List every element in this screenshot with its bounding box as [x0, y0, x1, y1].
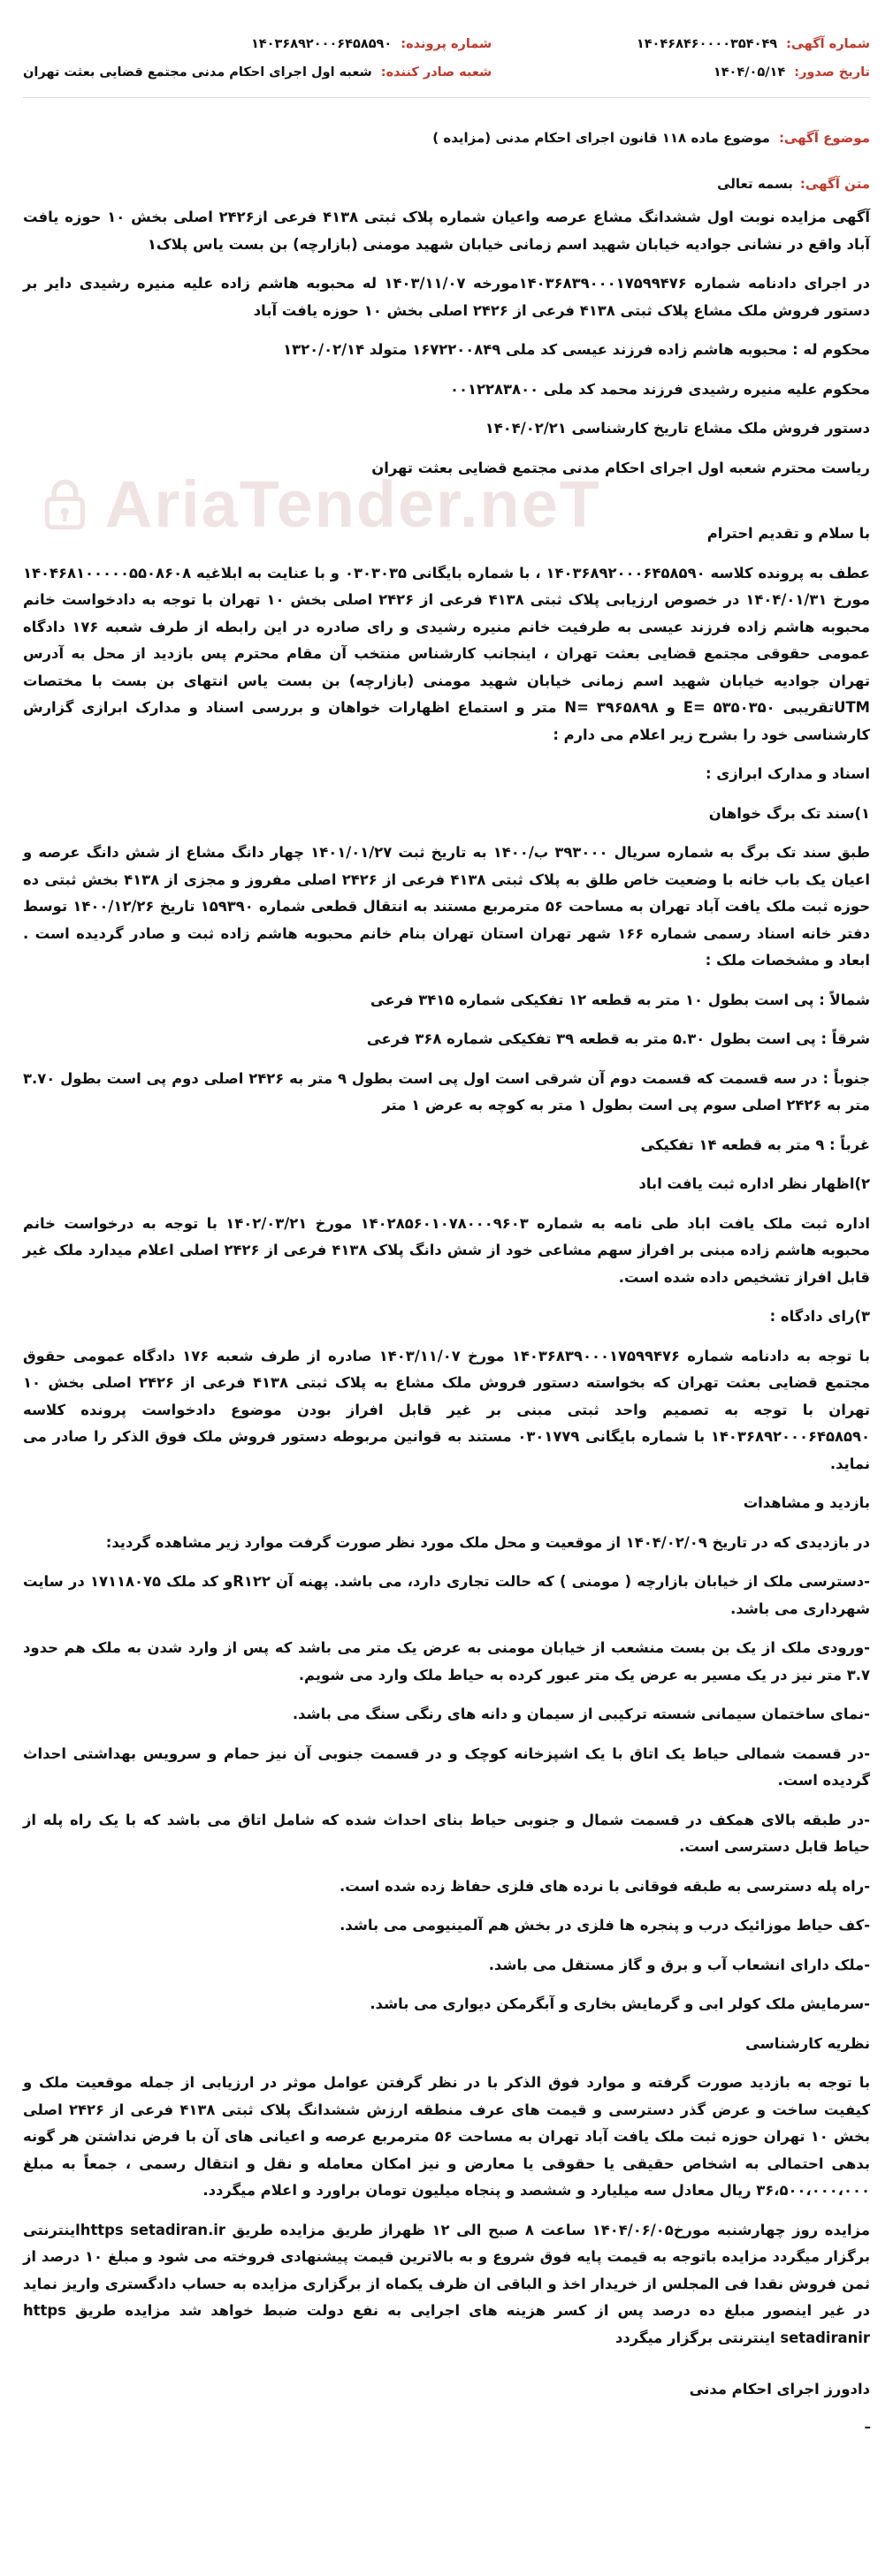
section-heading: ۱)سند تک برگ خواهان — [708, 804, 870, 822]
end-mark: ـ — [865, 2414, 870, 2432]
paragraph: ریاست محترم شعبه اول اجرای احکام مدنی مجتمع قضایی بعثت تهران — [371, 459, 870, 476]
paragraph: با توجه به دادنامه شماره ۱۴۰۳۶۸۳۹۰۰۰۱۷۵۹۹۴۷۶ مورخ ۱۴۰۳/۱۱/۰۷ صادره از طرف شعبه ۱۷۶ دادگاه عمومی حقوق مجتمع قضایی بعثت تهران که بخواسته دستور فروش ملک مشاع به پلاک ثبتی ۴۱۳۸ فرعی از ۲۴۲۶ اصلی بخش ۱۰ تهران با توجه به تصمیم واحد ثبتی مبنی بر غیر قابل افراز بودن موضوع دادخواست پرونده کلاسه ۱۴۰۳۶۸۹۲۰۰۰۶۴۵۸۵۹۰ با شماره بایگانی ۰۳۰۱۷۷۹ مستند به قوانین مربوطه دستور فروش ملک فوق الذکر را صادر می نماید. — [23, 1347, 870, 1472]
paragraph: با توجه به بازدید صورت گرفته و موارد فوق الذکر با در نظر گرفتن عوامل موثر در ارزیابی از جمله موقعیت ملک و کیفیت ساخت و عرض گذر دسترسی و قیمت های عرف منطقه ارزش ششدانگ پلاک ثبتی ۴۱۳۸ فرعی از ۲۴۲۶ اصلی بخش ۱۰ تهران حوزه ثبت ملک یافت آباد تهران به مساحت ۵۶ مترمربع عرصه و اعیانی های آن با فرض نداشتن هر گونه بدهی احتمالی به اشخاص حقیقی یا حقوقی یا معارض و نیز امکان معامله و نقل و انتقال رسمی ، جمعاً به مبلغ ۳۶،۵۰۰،۰۰۰،۰۰۰ ریال معادل سه میلیارد و ششصد و پنجاه میلیون تومان براورد و اعلام میگردد. — [23, 2074, 870, 2199]
boundary-east: شرقاً : پی است بطول ۵.۳۰ متر به قطعه ۳۹ تفکیکی شماره ۳۶۸ فرعی — [366, 1030, 870, 1047]
observation-item: -در قسمت شمالی حیاط یک اتاق با یک اشپزخانه کوچک و در قسمت جنوبی آن نیز حمام و سرویس بهداشتی احداث گردیده است. — [23, 1744, 870, 1789]
paragraph: آگهی مزایده نوبت اول ششدانگ مشاع عرصه واعیان شماره پلاک ثبتی ۴۱۳۸ فرعی از۲۴۲۶ اصلی بخش ۱۰ حوزه یافت آباد واقع در نشانی جوادیه خیابان شهید اسم زمانی خیابان شهید مومنی (بازارچه) بن بست یاس پلاک۱ — [23, 209, 870, 253]
paragraph: در بازدیدی که در تاریخ ۱۴۰۴/۰۲/۰۹ از موقعیت و محل ملک مورد نظر صورت گرفت موارد زیر مشاهده گردید: — [105, 1533, 870, 1551]
case-number-field — [23, 37, 492, 51]
watermark-text: AriaTender.neT — [104, 467, 601, 541]
paragraph: مزایده روز چهارشنبه مورخ۱۴۰۴/۰۶/۰۵ ساعت ۸ صبح الی ۱۲ ظهراز طریق مزایده طریق https setadiran.irاینترنتی برگزار میگردد مزایده باتوجه به قیمت پایه فوق شروع و به بالاترین قیمت پیشنهادی فروخته می شود و مبلغ ۱۰ درصد از ثمن فروش نقدا فی المجلس از خریدار اخذ و الباقی ان ظرف یکماه از برگزاری مزایده به حساب دادگستری واریز نماید در غیر اینصور مبلغ ده درصد پس از کسر هزینه های اجرایی به نفع دولت ضبط خواهد شد مزایده طریق https setadiranir اینترنتی برگزار میگردد — [23, 2221, 870, 2346]
observation-item: -ملک دارای انشعاب آب و برق و گاز مستقل می باشد. — [488, 1956, 870, 1973]
paragraph: در اجرای دادنامه شماره ۱۴۰۳۶۸۳۹۰۰۰۱۷۵۹۹۴۷۶مورخه ۱۴۰۳/۱۱/۰۷ له محبوبه هاشم زاده علیه منیره رشیدی دایر بر دستور فروش ملک مشاع پلاک ثبتی ۴۱۳۸ فرعی از ۲۴۲۶ اصلی بخش ۱۰ حوزه یافت آباد — [23, 275, 870, 319]
ad-number-value: ۱۴۰۴۶۸۴۶۰۰۰۰۳۵۴۰۴۹ — [636, 37, 778, 51]
section-heading: بازدید و مشاهدات — [743, 1494, 870, 1511]
issue-date-value: ۱۴۰۴/۰۵/۱۴ — [713, 65, 786, 80]
section-heading: اسناد و مدارک ابرازی : — [705, 765, 870, 782]
case-number-label: شماره پرونده: — [401, 37, 492, 51]
paragraph: محکوم علیه منیره رشیدی فرزند محمد کد ملی ۰۰۱۲۲۸۳۸۰۰ — [450, 380, 870, 398]
observation-item: -راه پله دسترسی به طبقه فوقانی با نرده های فلزی حفاظ زده شده است. — [339, 1877, 870, 1895]
notice-header — [23, 37, 870, 80]
observation-item: -نمای ساختمان سیمانی شسته ترکیبی از سیمان و دانه های رنگی سنگ می باشد. — [292, 1706, 870, 1722]
signature-line: دادورز اجرای احکام مدنی — [689, 2381, 870, 2397]
boundary-south: جنوباً : در سه قسمت که قسمت دوم آن شرقی است اول پی است بطول ۹ متر به ۲۴۲۶ اصلی دوم پی است بطول ۳.۷۰ متر به ۲۴۲۶ اصلی سوم پی است بطول ۱ متر به کوچه به عرض ۱ متر — [23, 1069, 871, 1113]
notice-text-label: متن آگهی: — [799, 176, 870, 192]
subject-value: موضوع ماده ۱۱۸ قانون اجرای احکام مدنی (مزایده ) — [432, 130, 770, 146]
subject-label: موضوع آگهی: — [778, 130, 870, 146]
ad-number-label: شماره آگهی: — [786, 37, 870, 51]
notice-body — [23, 204, 870, 2437]
paragraph: طبق سند تک برگ به شماره سریال ۳۹۳۰۰۰ ب/۱۴۰۰ به تاریخ ثبت ۱۴۰۱/۰۱/۲۷ چهار دانگ مشاع از شش دانگ عرصه و اعیان یک باب خانه با وضعیت خاص طلق به پلاک ثبتی ۴۱۳۸ فرعی از ۲۴۲۶ اصلی مفروز و مجزی از ۴۱۳۸ بخش ثبتی ده حوزه ثبت ملک یافت آباد تهران به مساحت ۵۶ مترمربع مستند به انتقال قطعی شماره ۱۵۹۳۹۰ تاریخ ۱۴۰۰/۱۲/۲۶ توسط دفتر خانه اسناد رسمی شماره ۱۶۶ شهر تهران استان تهران بنام خانم محبوبه هاشم زاده ثبت و صادر گردیده است . ابعاد و مشخصات ملک : — [23, 844, 871, 969]
paragraph: محکوم له : محبوبه هاشم زاده فرزند عیسی کد ملی ۱۶۷۲۲۰۰۸۴۹ متولد ۱۳۲۰/۰۲/۱۴ — [283, 341, 870, 358]
ad-number-field — [518, 37, 870, 51]
issuer-value: شعبه اول اجرای احکام مدنی مجتمع قضایی بعثت تهران — [23, 65, 372, 80]
section-heading: ۳)رای دادگاه : — [769, 1308, 870, 1325]
section-heading: ۲)اظهار نظر اداره ثبت یافت اباد — [638, 1175, 870, 1192]
header-divider — [23, 97, 870, 98]
observation-item: -سرمایش ملک کولر ابی و گرمایش بخاری و آبگرمکن دیواری می باشد. — [370, 1995, 870, 2012]
paragraph: دستور فروش ملک مشاع تاریخ کارشناسی ۱۴۰۴/۰۲/۲۱ — [485, 420, 870, 437]
observation-item: -ورودی ملک از یک بن بست منشعب از خیابان مومنی به عرض یک متر می باشد که پس از وارد شدن به ملک هم حدود ۳.۷ متر نیز در یک مسیر به عرض یک متر عبور کرده به حیاط ملک وارد می شویم. — [23, 1639, 870, 1683]
notice-text-field — [23, 176, 870, 192]
boundary-north: شمالاً : پی است بطول ۱۰ متر به قطعه ۱۲ تفکیکی شماره ۳۴۱۵ فرعی — [370, 991, 870, 1008]
section-heading: نظریه کارشناسی — [745, 2034, 870, 2052]
notice-text-heading: بسمه تعالی — [717, 176, 793, 192]
observation-item: -دسترسی ملک از خیابان بازارچه ( مومنی ) که حالت تجاری دارد، می باشد. پهنه آن R۱۲۲و کد ملک ۱۷۱۱۸۰۷۵ در سایت شهرداری می باشد. — [23, 1573, 870, 1617]
paragraph: عطف به پرونده کلاسه ۱۴۰۳۶۸۹۲۰۰۰۶۴۵۸۵۹۰ ، با شماره بایگانی ۰۳۰۳۰۳۵ و با عنایت به ابلاغیه ۱۴۰۴۶۸۱۰۰۰۰۰۵۵۰۸۶۰۸ مورخ ۱۴۰۴/۰۱/۳۱ در خصوص ارزیابی پلاک ثبتی ۴۱۳۸ فرعی از ۲۴۲۶ اصلی بخش ۱۰ تهران با توجه به دادخواست خانم محبوبه هاشم زاده فرزند عیسی به طرفیت خانم منیره رشیدی و رای صادره در این رابطه از طرف شعبه ۱۷۶ دادگاه عمومی حقوقی مجتمع قضایی بعثت تهران ، اینجانب کارشناس منتخب آن مقام محترم پس بازدید از محل به آدرس تهران جوادیه خیابان شهید اسم زمانی خیابان شهید مومنی (بازارچه) بن بست یاس انتهای بن بست با مختصات UTMتقریبی ۵۳۵۰۳۵۰ =E و ۳۹۶۵۸۹۸ =N متر و استماع اظهارات خواهان و بررسی اسناد و مدارک ابرازی گزارش کارشناسی خود را بشرح زیر اعلام می دارم : — [23, 564, 871, 743]
observation-item: -در طبقه بالای همکف در قسمت شمال و جنوبی حیاط بنای احداث شده که شامل اتاق می باشد که با یک راه پله از حیاط قابل دسترسی است. — [23, 1811, 870, 1855]
issue-date-field — [518, 65, 870, 80]
issuer-label: شعبه صادر کننده: — [380, 65, 492, 80]
issue-date-label: تاریخ صدور: — [794, 65, 870, 80]
paragraph: با سلام و تقدیم احترام — [706, 525, 870, 542]
boundary-west: غرباً : ۹ متر به قطعه ۱۴ تفکیکی — [640, 1136, 870, 1153]
issuer-field — [23, 65, 492, 80]
subject-field — [23, 130, 870, 146]
case-number-value: ۱۴۰۳۶۸۹۲۰۰۰۶۴۵۸۵۹۰ — [250, 37, 393, 51]
observation-item: -کف حیاط موزائیک درب و پنجره ها فلزی در بخش هم آلمینیومی می باشد. — [340, 1917, 870, 1934]
paragraph: اداره ثبت ملک یافت اباد طی نامه به شماره ۱۴۰۲۸۵۶۰۱۰۷۸۰۰۰۹۶۰۳ مورخ ۱۴۰۲/۰۳/۲۱ با توجه به درخواست خانم محبوبه هاشم زاده مبنی بر افراز سهم مشاعی خود از شش دانگ پلاک ۴۱۳۸ فرعی از ۲۴۲۶ اصلی اعلام میدارد ملک غیر قابل افراز تشخیص داده شده است. — [23, 1214, 870, 1286]
